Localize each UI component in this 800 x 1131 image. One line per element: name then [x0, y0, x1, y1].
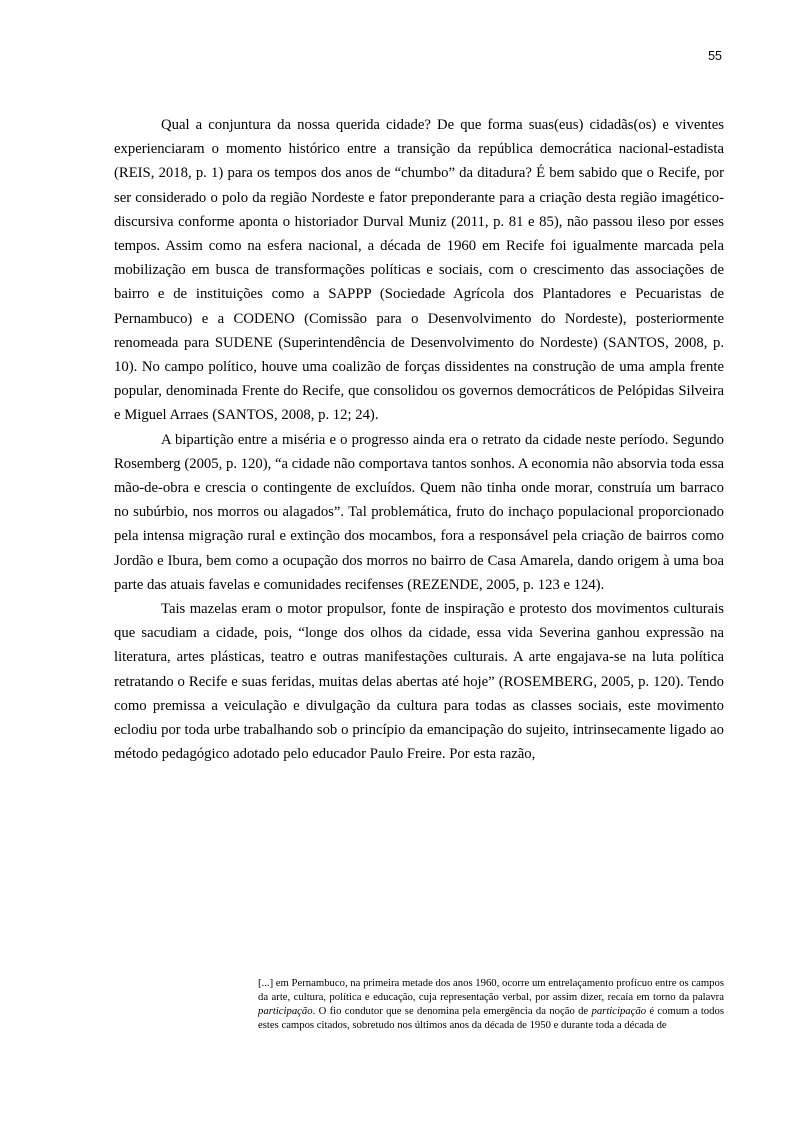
body-text	[114, 113, 724, 766]
paragraph-2: A bipartição entre a miséria e o progresso ainda era o retrato da cidade neste período. Segundo Rosemberg (2005, p. 120), “a cidade não comportava tantos sonhos. A economia não absorvia toda essa mão-de-obra e crescia o contingente de excluídos. Quem não tinha onde morar, construía um barraco no subúrbio, nos morros ou alagados”. Tal problemática, fruto do inchaço populacional proporcionado pela intensa migração rural e extinção dos mocambos, fora a responsável pela criação de bairros como Jordão e Ibura, bem como a ocupação dos morros no bairro de Casa Amarela, dando origem à uma boa parte das atuais favelas e comunidades recifenses (REZENDE, 2005, p. 123 e 124).	[114, 431, 724, 593]
quote-text-2: . O fio condutor que se denomina pela emergência da noção de	[312, 1004, 592, 1017]
quote-text-1: [...] em Pernambuco, na primeira metade dos anos 1960, ocorre um entrelaçamento profícuo entre os campos da arte, cultura, política e educação, cuja representação verbal, por assim dizer, recaía em torno da palavra	[258, 977, 724, 1003]
quote-emphasis-participacao-1: participação	[258, 1004, 313, 1017]
paragraph-3: Tais mazelas eram o motor propulsor, fonte de inspiração e protesto dos movimentos culturais que sacudiam a cidade, pois, “longe dos olhos da cidade, essa vida Severina ganhou expressão na literatura, artes plásticas, teatro e outras manifestações culturais. A arte engajava-se na luta política retratando o Recife e suas feridas, muitas delas abertas até hoje” (ROSEMBERG, 2005, p. 120). Tendo como premissa a veiculação e divulgação da cultura para todas as classes sociais, este movimento eclodiu por toda urbe trabalhando sob o princípio da emancipação do sujeito, intrinsecamente ligado ao método pedagógico adotado pelo educador Paulo Freire. Por esta razão,	[114, 601, 724, 763]
quote-emphasis-participacao-2: participação	[591, 1004, 647, 1017]
block-quote	[258, 977, 724, 1033]
quote-text-3: é comum a todos estes campos citados, sobretudo nos últimos anos da década de 1950 e durante toda a década de	[258, 1004, 724, 1031]
page-number: 55	[708, 49, 722, 63]
paragraph-1: Qual a conjuntura da nossa querida cidade? De que forma suas(eus) cidadãs(os) e viventes experienciaram o momento histórico entre a transição da república democrática nacional-estadista (REIS, 2018, p. 1) para os tempos dos anos de “chumbo” da ditadura? É bem sabido que o Recife, por ser considerado o polo da região Nordeste e fator preponderante para a criação desta região imagético-discursiva conforme aponta o historiador Durval Muniz (2011, p. 81 e 85), não passou ileso por esses tempos. Assim como na esfera nacional, a década de 1960 em Recife foi igualmente marcada pela mobilização em busca de transformações políticas e sociais, com o crescimento das associações de bairro e de instituições como a SAPPP (Sociedade Agrícola dos Plantadores e Pecuaristas de Pernambuco) e a CODENO (Comissão para o Desenvolvimento do Nordeste), posteriormente renomeada para SUDENE (Superintendência de Desenvolvimento do Nordeste) (SANTOS, 2008, p. 10). No campo político, houve uma coalizão de forças dissidentes na construção de uma ampla frente popular, denominada Frente do Recife, que consolidou os governos democráticos de Pelópidas Silveira e Miguel Arraes (SANTOS, 2008, p. 12; 24).	[114, 117, 724, 424]
